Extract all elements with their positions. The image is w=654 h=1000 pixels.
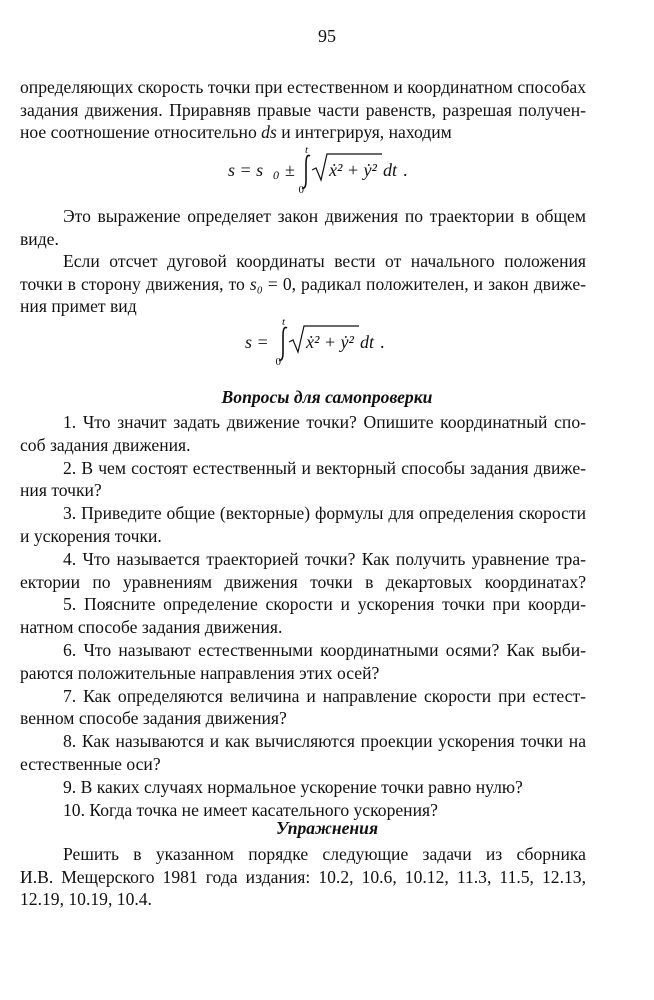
question-line: 4. Что называется траекторией точки? Как получить уравнение тра- xyxy=(63,548,586,569)
formula-period: . xyxy=(380,332,385,352)
text-line: И.В. Мещерского 1981 года издания: 10.2, 10.6, 10.12, 11.3, 11.5, 12.13, xyxy=(20,866,586,887)
question-line: и ускорения точки. xyxy=(20,525,162,546)
questions-list xyxy=(20,411,586,821)
formula-radicand: ẋ² + ẏ² xyxy=(329,160,377,180)
page-number: 95 xyxy=(318,26,336,46)
text-line: Если отсчет дуговой координаты вести от начального положения xyxy=(63,251,586,271)
question-line: соб задания движения. xyxy=(20,434,191,455)
text-fragment: и интегрируя, находим xyxy=(281,122,452,142)
integral-lower-limit: 0 xyxy=(298,184,304,196)
formula-lhs: s = xyxy=(245,332,269,352)
formula-dt: dt xyxy=(360,332,375,352)
intro-paragraph xyxy=(20,76,586,144)
question-line: натном способе задания движения. xyxy=(20,617,283,638)
variable-s0: s₀ xyxy=(249,273,263,294)
formula-dt: dt xyxy=(383,160,398,180)
text-line: задания движения. Приравняв правые части равенств, разрешая получен- xyxy=(20,99,586,120)
text-fragment: = 0, радикал положителен, и закон движе- xyxy=(267,273,586,294)
text-line: Решить в указанном порядке следующие задачи из сборника xyxy=(63,844,586,864)
question-line: 6. Что называют естественными координатными осями? Как выби- xyxy=(63,639,586,660)
text-line: ния примет вид xyxy=(20,296,137,316)
exercises-heading: Упражнения xyxy=(275,818,379,838)
formula-plus-minus: ± xyxy=(285,160,295,180)
text-fragment: точки в сторону движения, то xyxy=(20,273,245,294)
question-line: 7. Как определяются величина и направление скорости при естест- xyxy=(63,685,586,706)
formula-arc-length-general xyxy=(228,144,408,196)
formula-arc-length-zero-start xyxy=(245,318,395,368)
question-line: 3. Приведите общие (векторные) формулы для определения скорости xyxy=(63,503,586,524)
exercises-paragraph xyxy=(20,843,586,911)
integral-lower-limit: 0 xyxy=(275,356,281,368)
text-line: 12.19, 10.19, 10.4. xyxy=(20,889,152,909)
text-line xyxy=(20,273,586,296)
question-line: 5. Поясните определение скорости и ускорения точки при коорди- xyxy=(63,594,586,615)
integral-upper-limit: t xyxy=(304,144,308,156)
text-line: определяющих скорость точки при естественном и координатном способах xyxy=(20,77,586,97)
question-line: ектории по уравнениям движения точки в декартовых координатах? xyxy=(20,571,586,592)
paragraph-2 xyxy=(20,205,586,250)
question-line: раются положительные направления этих осей? xyxy=(20,662,380,683)
formula-subscript: 0 xyxy=(273,168,279,182)
text-fragment: ное соотношение относительно xyxy=(20,122,257,142)
questions-heading: Вопросы для самопроверки xyxy=(221,387,433,407)
question-line: 9. В каких случаях нормальное ускорение точки равно нулю? xyxy=(63,776,523,797)
question-line: 10. Когда точка не имеет касательного ускорения? xyxy=(63,799,438,820)
paragraph-3 xyxy=(20,250,586,318)
text-line: Это выражение определяет закон движения по траектории в общем xyxy=(63,206,586,226)
question-line: 8. Как называются и как вычисляются проекции ускорения точки на xyxy=(63,731,586,752)
question-line: естественные оси? xyxy=(20,753,161,774)
text-line: виде. xyxy=(20,228,59,249)
question-line: ния точки? xyxy=(20,480,102,501)
question-line: 1. Что значит задать движение точки? Опишите координатный спо- xyxy=(63,412,586,432)
formula-period: . xyxy=(403,160,408,180)
variable-ds: ds xyxy=(261,122,277,142)
formula-lhs: s = s xyxy=(228,160,264,180)
integral-upper-limit: t xyxy=(281,316,285,328)
text-line xyxy=(20,121,586,144)
question-line: венном способе задания движения? xyxy=(20,708,287,729)
question-line: 2. В чем состоят естественный и векторный способы задания движе- xyxy=(63,457,586,478)
formula-radicand: ẋ² + ẏ² xyxy=(306,332,354,352)
